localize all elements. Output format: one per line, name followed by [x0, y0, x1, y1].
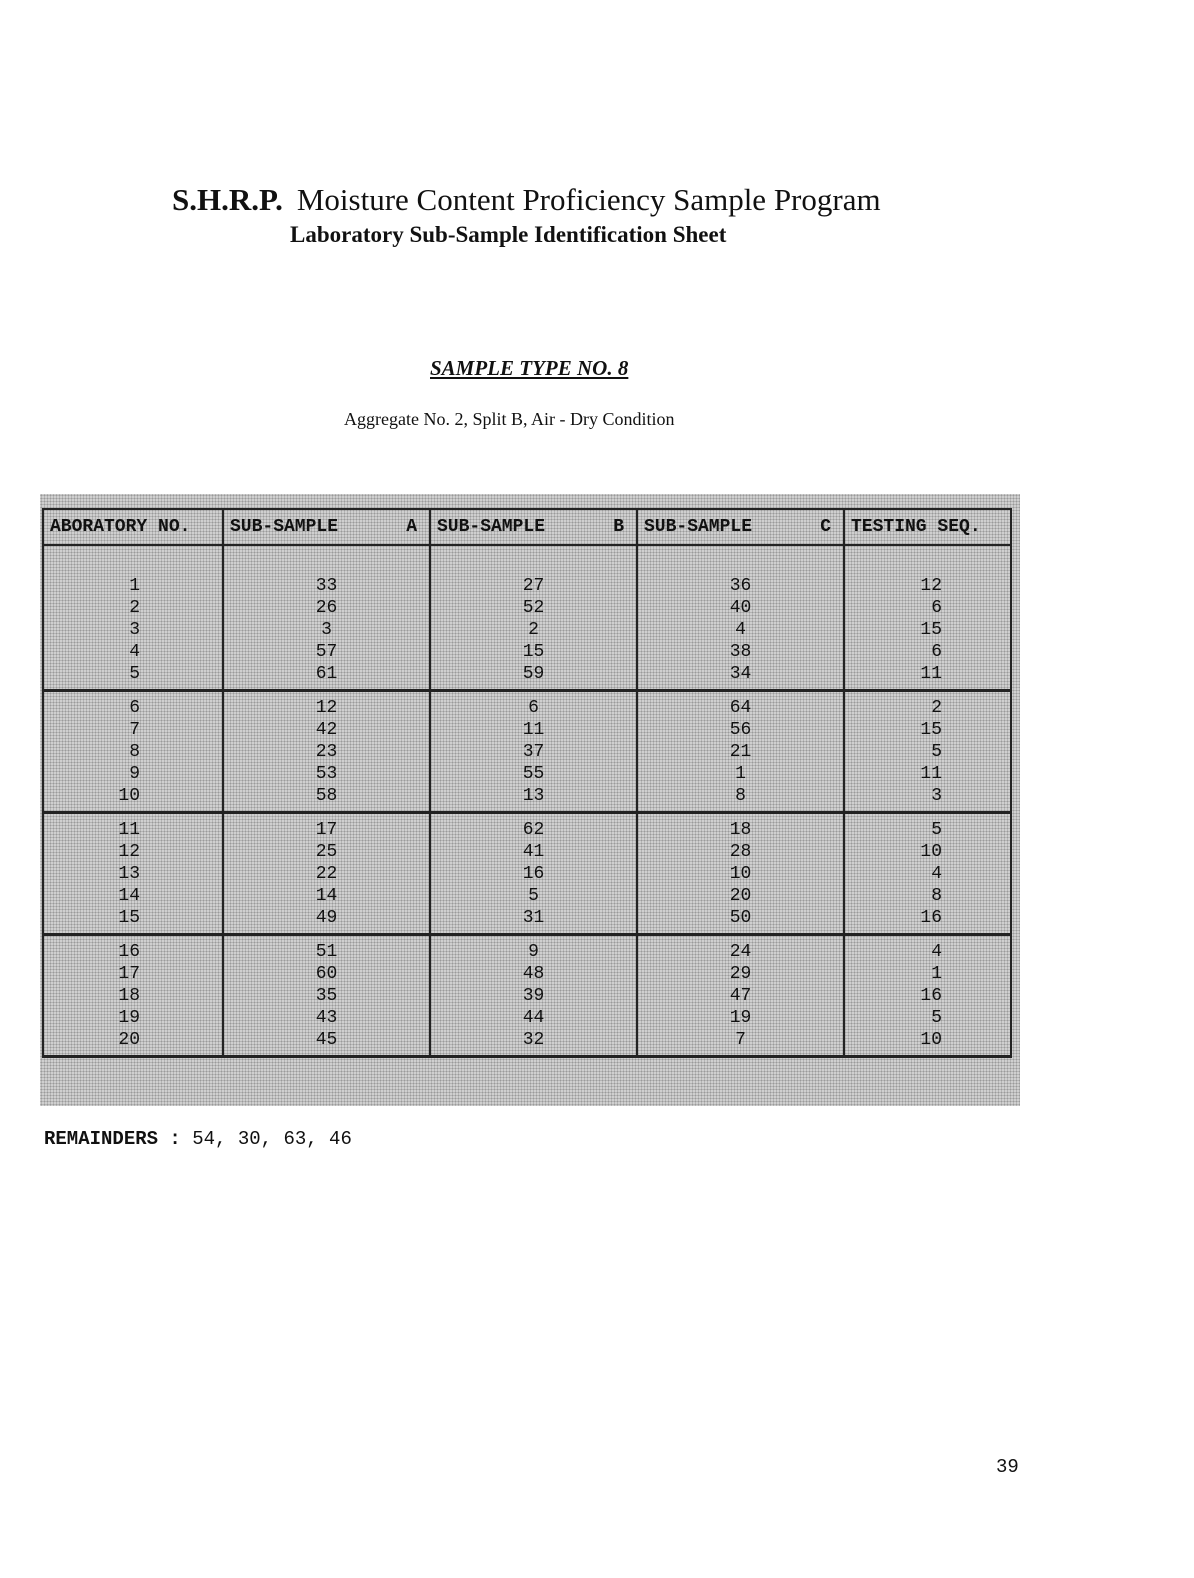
laboratory-no-cell: 15 [43, 907, 223, 934]
laboratory-no-cell: 12 [43, 842, 223, 864]
sub-sample-c-cell: 38 [637, 641, 844, 663]
testing-seq-cell: 10 [844, 1029, 1011, 1056]
spacer-cell [223, 545, 430, 576]
table-row [43, 720, 1011, 742]
document-title [172, 182, 932, 218]
spacer-cell [844, 545, 1011, 576]
table-row [43, 885, 1011, 907]
laboratory-no-cell: 3 [43, 620, 223, 642]
table-row [43, 964, 1011, 986]
remainders-label: REMAINDERS : [44, 1128, 181, 1150]
testing-seq-cell: 16 [844, 907, 1011, 934]
header-sub-sample-c: SUB-SAMPLE C [637, 509, 844, 545]
sub-sample-c-cell: 64 [637, 690, 844, 719]
table-row [43, 864, 1011, 886]
header-sub-sample-b: SUB-SAMPLE B [430, 509, 637, 545]
sub-sample-b-cell: 55 [430, 763, 637, 785]
sub-sample-c-cell: 56 [637, 720, 844, 742]
table-spacer-row [43, 545, 1011, 576]
sub-sample-b-cell: 52 [430, 598, 637, 620]
sub-sample-b-cell: 62 [430, 812, 637, 841]
table-row [43, 742, 1011, 764]
sub-sample-b-cell: 27 [430, 576, 637, 598]
sub-sample-a-cell: 61 [223, 663, 430, 690]
table-row [43, 1029, 1011, 1056]
table-row [43, 598, 1011, 620]
laboratory-no-cell: 11 [43, 812, 223, 841]
sub-sample-a-cell: 51 [223, 934, 430, 963]
spacer-cell [43, 545, 223, 576]
spacer-cell [637, 545, 844, 576]
sub-sample-b-cell: 32 [430, 1029, 637, 1056]
sub-sample-b-cell: 59 [430, 663, 637, 690]
testing-seq-cell: 15 [844, 720, 1011, 742]
laboratory-no-cell: 10 [43, 785, 223, 812]
sub-sample-b-cell: 11 [430, 720, 637, 742]
sub-sample-b-cell: 31 [430, 907, 637, 934]
sub-sample-a-cell: 14 [223, 885, 430, 907]
header-sub-sample-a: SUB-SAMPLE A [223, 509, 430, 545]
sub-sample-a-cell: 60 [223, 964, 430, 986]
sub-sample-a-cell: 25 [223, 842, 430, 864]
laboratory-no-cell: 2 [43, 598, 223, 620]
sub-sample-a-cell: 33 [223, 576, 430, 598]
laboratory-no-cell: 16 [43, 934, 223, 963]
sub-sample-c-cell: 29 [637, 964, 844, 986]
testing-seq-cell: 5 [844, 1007, 1011, 1029]
sub-sample-table [42, 508, 1012, 1058]
testing-seq-cell: 5 [844, 742, 1011, 764]
table-row [43, 763, 1011, 785]
sub-sample-a-cell: 58 [223, 785, 430, 812]
table-header-row [43, 509, 1011, 545]
sub-sample-b-cell: 44 [430, 1007, 637, 1029]
sub-sample-b-cell: 41 [430, 842, 637, 864]
sub-sample-b-cell: 6 [430, 690, 637, 719]
sub-sample-b-cell: 15 [430, 641, 637, 663]
table-row [43, 986, 1011, 1008]
sub-sample-b-cell: 16 [430, 864, 637, 886]
testing-seq-cell: 16 [844, 986, 1011, 1008]
laboratory-no-cell: 18 [43, 986, 223, 1008]
laboratory-no-cell: 20 [43, 1029, 223, 1056]
sub-sample-c-cell: 21 [637, 742, 844, 764]
sub-sample-c-cell: 50 [637, 907, 844, 934]
table-row [43, 934, 1011, 963]
remainders-line [44, 1128, 352, 1150]
table-row [43, 842, 1011, 864]
sub-sample-a-cell: 43 [223, 1007, 430, 1029]
laboratory-no-cell: 9 [43, 763, 223, 785]
page-number: 39 [996, 1456, 1019, 1478]
sample-type-heading: SAMPLE TYPE NO. 8 [430, 356, 629, 380]
testing-seq-cell: 4 [844, 864, 1011, 886]
sub-sample-a-cell: 12 [223, 690, 430, 719]
laboratory-no-cell: 19 [43, 1007, 223, 1029]
sub-sample-b-cell: 37 [430, 742, 637, 764]
sub-sample-c-cell: 19 [637, 1007, 844, 1029]
table-row [43, 620, 1011, 642]
sub-sample-c-cell: 4 [637, 620, 844, 642]
laboratory-no-cell: 7 [43, 720, 223, 742]
sample-description: Aggregate No. 2, Split B, Air - Dry Condition [344, 409, 675, 429]
testing-seq-cell: 15 [844, 620, 1011, 642]
laboratory-no-cell: 14 [43, 885, 223, 907]
sub-sample-a-cell: 17 [223, 812, 430, 841]
sub-sample-b-cell: 9 [430, 934, 637, 963]
sub-sample-c-cell: 1 [637, 763, 844, 785]
testing-seq-cell: 6 [844, 641, 1011, 663]
sub-sample-c-cell: 8 [637, 785, 844, 812]
table-row [43, 812, 1011, 841]
sub-sample-c-cell: 10 [637, 864, 844, 886]
testing-seq-cell: 5 [844, 812, 1011, 841]
sub-sample-c-cell: 7 [637, 1029, 844, 1056]
sub-sample-b-cell: 13 [430, 785, 637, 812]
laboratory-no-cell: 5 [43, 663, 223, 690]
testing-seq-cell: 10 [844, 842, 1011, 864]
testing-seq-cell: 3 [844, 785, 1011, 812]
table-row [43, 641, 1011, 663]
testing-seq-cell: 11 [844, 663, 1011, 690]
testing-seq-cell: 11 [844, 763, 1011, 785]
laboratory-no-cell: 8 [43, 742, 223, 764]
sub-sample-c-cell: 47 [637, 986, 844, 1008]
remainders-values: 54, 30, 63, 46 [192, 1128, 352, 1150]
testing-seq-cell: 6 [844, 598, 1011, 620]
testing-seq-cell: 4 [844, 934, 1011, 963]
sub-sample-a-cell: 45 [223, 1029, 430, 1056]
laboratory-no-cell: 13 [43, 864, 223, 886]
sub-sample-table-panel [40, 494, 1020, 1106]
sub-sample-c-cell: 24 [637, 934, 844, 963]
spacer-cell [430, 545, 637, 576]
document-subtitle: Laboratory Sub-Sample Identification Sheet [290, 222, 727, 247]
sub-sample-c-cell: 40 [637, 598, 844, 620]
testing-seq-cell: 12 [844, 576, 1011, 598]
table-row [43, 1007, 1011, 1029]
header-laboratory-no: ABORATORY NO. [43, 509, 223, 545]
sub-sample-b-cell: 39 [430, 986, 637, 1008]
sub-sample-c-cell: 18 [637, 812, 844, 841]
table-body [43, 545, 1011, 1056]
sub-sample-a-cell: 23 [223, 742, 430, 764]
sub-sample-a-cell: 42 [223, 720, 430, 742]
table-row [43, 576, 1011, 598]
sub-sample-c-cell: 20 [637, 885, 844, 907]
sub-sample-a-cell: 22 [223, 864, 430, 886]
org-name: S.H.R.P. [172, 182, 283, 217]
laboratory-no-cell: 4 [43, 641, 223, 663]
sub-sample-c-cell: 36 [637, 576, 844, 598]
sub-sample-a-cell: 53 [223, 763, 430, 785]
laboratory-no-cell: 1 [43, 576, 223, 598]
sub-sample-a-cell: 35 [223, 986, 430, 1008]
sub-sample-c-cell: 34 [637, 663, 844, 690]
sub-sample-a-cell: 3 [223, 620, 430, 642]
sub-sample-c-cell: 28 [637, 842, 844, 864]
sub-sample-b-cell: 2 [430, 620, 637, 642]
sub-sample-a-cell: 49 [223, 907, 430, 934]
testing-seq-cell: 2 [844, 690, 1011, 719]
sub-sample-a-cell: 26 [223, 598, 430, 620]
testing-seq-cell: 8 [844, 885, 1011, 907]
program-name: Moisture Content Proficiency Sample Program [296, 182, 881, 217]
sub-sample-b-cell: 48 [430, 964, 637, 986]
sub-sample-a-cell: 57 [223, 641, 430, 663]
laboratory-no-cell: 17 [43, 964, 223, 986]
laboratory-no-cell: 6 [43, 690, 223, 719]
table-row [43, 785, 1011, 812]
sub-sample-b-cell: 5 [430, 885, 637, 907]
table-row [43, 663, 1011, 690]
table-row [43, 907, 1011, 934]
table-row [43, 690, 1011, 719]
header-testing-seq: TESTING SEQ. [844, 509, 1011, 545]
testing-seq-cell: 1 [844, 964, 1011, 986]
